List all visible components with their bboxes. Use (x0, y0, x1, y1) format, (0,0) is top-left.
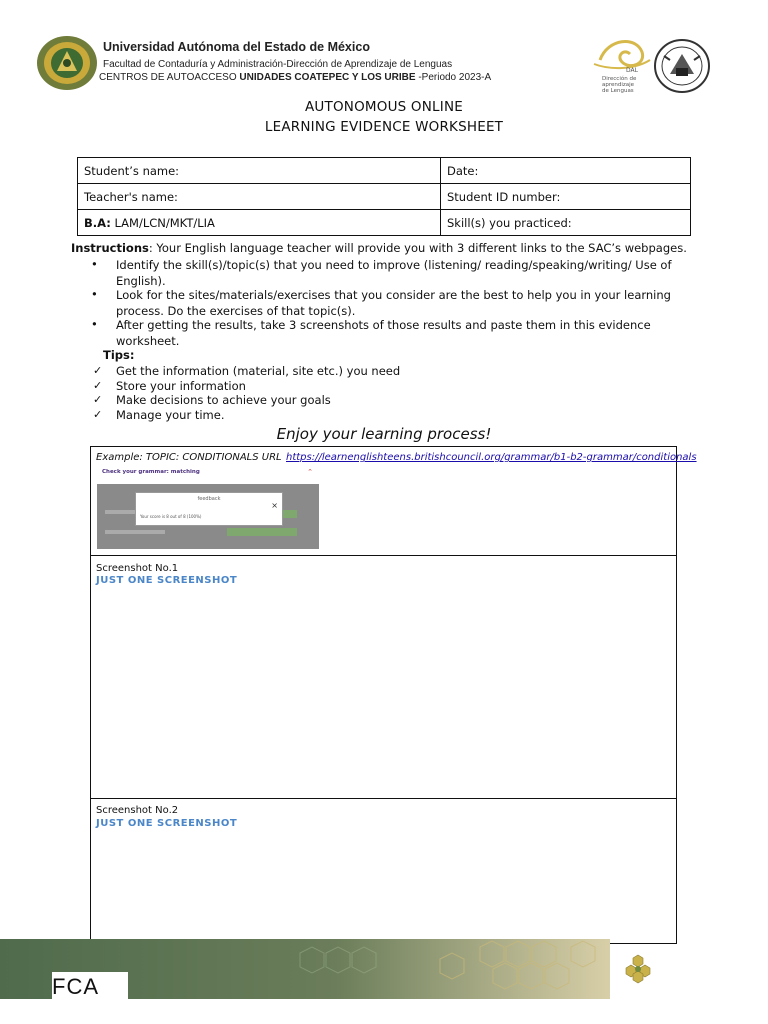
example-screenshot-header (97, 466, 319, 484)
screenshot-1-paste-area[interactable] (92, 590, 675, 796)
table-row (78, 184, 691, 210)
faculty-line: Facultad de Contaduría y Administración-Dirección de Aprendizaje de Lenguas (103, 59, 453, 70)
checkmark-icon: ✓ (93, 364, 103, 377)
checkmark-icon: ✓ (93, 379, 103, 392)
instructions-text: : Your English language teacher will provide you with 3 different links to the SAC’s webpages. (148, 241, 687, 255)
example-answer-bar (227, 528, 297, 536)
dal-label: DAL (626, 67, 638, 74)
screenshot-1-label: Screenshot No.1 (96, 563, 179, 574)
example-screenshot (97, 466, 319, 549)
centros-units: UNIDADES COATEPEC Y LOS URIBE (239, 72, 416, 83)
bullet-icon: • (91, 257, 98, 271)
example-url-link[interactable]: https://learnenglishteens.britishcouncil.org/grammar/b1-b2-grammar/conditionals (286, 452, 697, 463)
uaem-logo (36, 35, 98, 91)
feedback-dialog (135, 492, 283, 526)
university-name: Universidad Autónoma del Estado de México (103, 40, 370, 54)
dal-text-1: Dirección de (602, 76, 637, 82)
skills-field[interactable]: Skill(s) you practiced: (441, 210, 691, 236)
instruction-bullet-3: After getting the results, take 3 screenshots of those results and paste them in this evidence worksheet. (116, 318, 651, 348)
fca-logo-text: FCA (52, 974, 99, 999)
ba-label: B.A: (84, 215, 111, 230)
dal-text-3: de Lenguas (602, 88, 634, 94)
screenshot-2-label: Screenshot No.2 (96, 805, 179, 816)
centros-prefix: CENTROS DE AUTOACCESO (99, 72, 240, 83)
table-row (78, 158, 691, 184)
close-icon: × (271, 501, 278, 510)
example-screenshot-title: Check your grammar: matching (102, 469, 200, 475)
table-row (78, 210, 691, 236)
title-line-1: AUTONOMOUS ONLINE (305, 99, 463, 115)
honeycomb-icon (622, 953, 654, 985)
example-row-bar (105, 530, 165, 534)
instruction-bullet-1: Identify the skill(s)/topic(s) that you need to improve (listening/ reading/speaking/writing/ Use of English). (116, 258, 672, 288)
example-row-bar (105, 510, 135, 514)
feedback-title: feedback (197, 496, 221, 502)
divider (90, 798, 677, 799)
enjoy-heading: Enjoy your learning process! (276, 425, 492, 443)
example-label: Example: TOPIC: CONDITIONALS URL (96, 452, 282, 463)
bullet-icon: • (91, 317, 98, 331)
checkmark-icon: ✓ (93, 393, 103, 406)
screenshot-2-paste-area[interactable] (92, 834, 675, 942)
dal-logo (590, 30, 654, 96)
dal-text-2: aprendizaje (602, 82, 635, 88)
centros-period: -Periodo 2023-A (415, 72, 492, 83)
teacher-name-field[interactable]: Teacher's name: (78, 184, 441, 210)
feedback-score: Your score is 8 out of 8 (100%) (140, 514, 202, 519)
student-name-field[interactable]: Student’s name: (78, 158, 441, 184)
tip-item: Manage your time. (116, 408, 225, 422)
checkmark-icon: ✓ (93, 408, 103, 421)
instructions (71, 241, 687, 255)
bullet-icon: • (91, 287, 98, 301)
ba-value: LAM/LCN/MKT/LIA (110, 215, 215, 230)
centros-line (99, 72, 491, 83)
tip-item: Get the information (material, site etc.) you need (116, 364, 401, 378)
tips-heading: Tips: (103, 348, 135, 362)
student-id-field[interactable]: Student ID number: (441, 184, 691, 210)
tip-item: Make decisions to achieve your goals (116, 393, 331, 407)
instruction-bullet-2: Look for the sites/materials/exercises that you consider are the best to help you in your learning process. Do the exercises of that topic(s). (116, 288, 671, 318)
screenshot-1-note: JUST ONE SCREENSHOT (96, 575, 238, 586)
screenshot-2-note: JUST ONE SCREENSHOT (96, 818, 238, 829)
divider (90, 555, 677, 556)
ba-field[interactable] (78, 210, 441, 236)
student-info-table (77, 157, 691, 236)
date-field[interactable]: Date: (441, 158, 691, 184)
chevron-up-icon: ⌃ (307, 468, 313, 476)
instructions-label: Instructions (71, 241, 149, 255)
title-line-2: LEARNING EVIDENCE WORKSHEET (264, 119, 504, 135)
uaem-seal (652, 38, 712, 94)
tip-item: Store your information (116, 379, 246, 393)
